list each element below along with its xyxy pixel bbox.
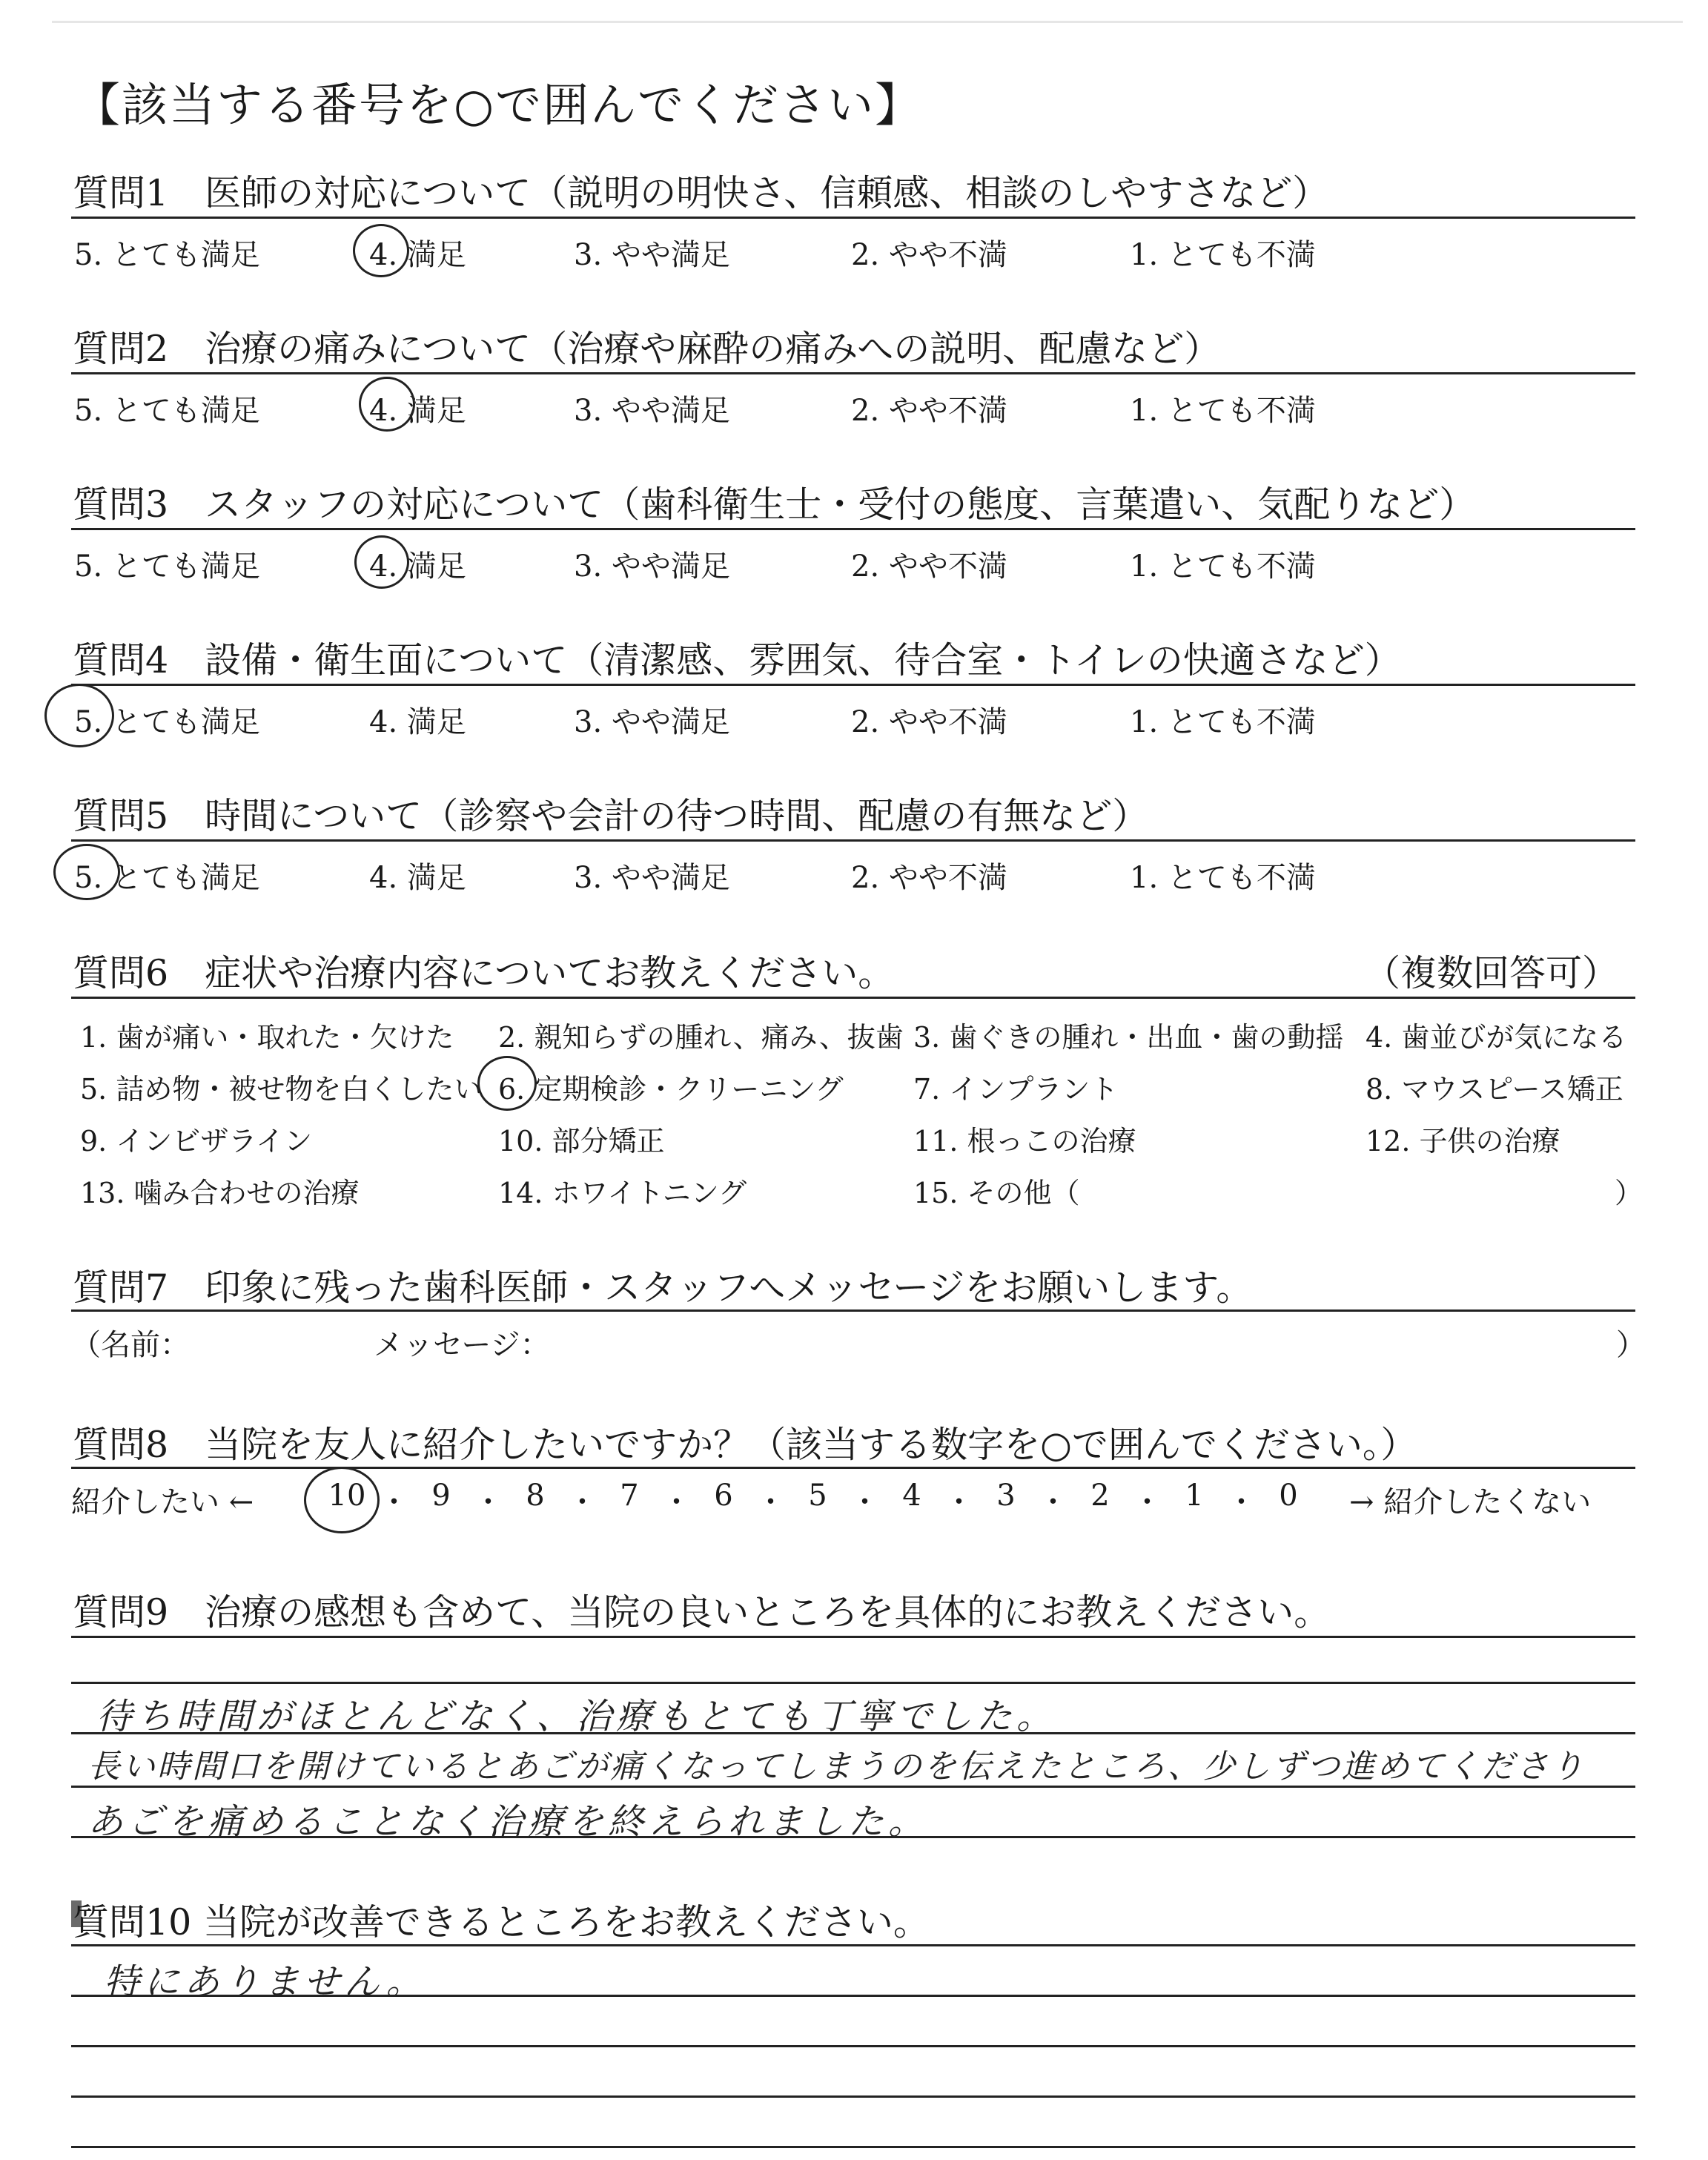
q5-selection-circle [53,844,120,900]
q3-option-3[interactable]: 3. やや満足 [574,549,730,584]
question-2-rule [71,372,1635,374]
q3-option-4[interactable]: 4. 満足 [369,549,466,584]
q8-scale-value-8[interactable]: 8 [526,1479,545,1513]
q8-scale-value-10[interactable]: 10 [328,1479,366,1513]
q3-option-1[interactable]: 1. とても不満 [1130,549,1316,584]
q8-scale-value-7[interactable]: 7 [620,1479,639,1513]
q4-option-3[interactable]: 3. やや満足 [574,705,730,739]
q6-item-14[interactable]: 14. ホワイトニング [498,1177,747,1209]
q5-option-5[interactable]: 5. とても満足 [74,861,260,895]
q6-item-1[interactable]: 1. 歯が痛い・取れた・欠けた [80,1021,454,1054]
q8-scale-value-5[interactable]: 5 [808,1479,827,1513]
q6-selection-circle [477,1056,537,1111]
q8-scale-value-6[interactable]: 6 [714,1479,733,1513]
q8-scale-separator: ・ [755,1485,786,1519]
q8-scale-value-1[interactable]: 1 [1185,1479,1204,1513]
q4-option-2[interactable]: 2. やや不満 [851,705,1007,739]
q6-item-13[interactable]: 13. 噛み合わせの治療 [80,1177,360,1209]
q6-item-2[interactable]: 2. 親知らずの腫れ、痛み、抜歯 [498,1021,904,1054]
q5-option-3[interactable]: 3. やや満足 [574,861,730,895]
q4-option-1[interactable]: 1. とても不満 [1130,705,1316,739]
question-3-heading: 質問3 スタッフの対応について（歯科衛生士・受付の態度、言葉遣い、気配りなど） [73,483,1476,526]
q8-scale-value-4[interactable]: 4 [902,1479,921,1513]
q7-close: ） [1616,1328,1646,1362]
q6-item-12[interactable]: 12. 子供の治療 [1366,1125,1560,1157]
q4-option-4[interactable]: 4. 満足 [369,705,466,739]
q6-item-3[interactable]: 3. 歯ぐきの腫れ・出血・歯の動揺 [913,1021,1344,1054]
q8-scale-value-9[interactable]: 9 [431,1479,451,1513]
question-8-rule [71,1467,1635,1469]
q8-scale-separator: ・ [1132,1485,1162,1519]
q9-line-1 [71,1636,1635,1638]
question-6-rule [71,997,1635,999]
q9-line-2 [71,1682,1635,1684]
q9-answer-line-2: 長い時間口を開けているとあごが痛くなってしまうのを伝えたところ、少しずつ進めてくださり [87,1748,1586,1786]
q5-option-1[interactable]: 1. とても不満 [1130,861,1316,895]
q6-item-7[interactable]: 7. インプラント [913,1073,1119,1106]
q8-scale-separator: ・ [473,1485,503,1519]
question-6-heading: 質問6 症状や治療内容についてお教えください。 [73,952,895,994]
top-border [52,21,1683,23]
q3-option-2[interactable]: 2. やや不満 [851,549,1007,584]
q8-selection-circle [304,1467,380,1533]
question-8-heading: 質問8 当院を友人に紹介したいですか？（該当する数字を○で囲んでください。） [73,1424,1417,1466]
q8-scale-value-3[interactable]: 3 [996,1479,1016,1513]
q1-selection-circle [353,224,409,277]
question-1-heading: 質問1 医師の対応について（説明の明快さ、信頼感、相談のしやすさなど） [73,172,1329,214]
q6-item-15[interactable]: 15. その他（ [913,1177,1080,1209]
q9-answer-line-1: 待ち時間がほとんどなく、治療もとても丁寧でした。 [96,1696,1057,1737]
question-5-rule [71,839,1635,842]
page-title: 【該当する番号を○で囲んでください】 [74,78,923,132]
question-10-heading: 質問10 当院が改善できるところをお教えください。 [73,1901,930,1943]
q6-item-6[interactable]: 6. 定期検診・クリーニング [498,1073,844,1106]
q8-scale-separator: ・ [379,1485,409,1519]
q3-option-5[interactable]: 5. とても満足 [74,549,260,584]
q2-option-2[interactable]: 2. やや不満 [851,394,1007,428]
q8-scale-separator: ・ [850,1485,880,1519]
q1-option-5[interactable]: 5. とても満足 [74,238,260,272]
question-4-rule [71,684,1635,686]
q5-option-4[interactable]: 4. 満足 [369,861,466,895]
q6-item-4[interactable]: 4. 歯並びが気になる [1366,1021,1627,1054]
q7-name-label: （名前： [71,1328,190,1362]
q1-option-1[interactable]: 1. とても不満 [1130,238,1316,272]
question-9-heading: 質問9 治療の感想も含めて、当院の良いところを具体的にお教えください。 [73,1591,1331,1634]
question-6-note: （複数回答可） [1364,952,1619,994]
q8-scale-separator: ・ [1226,1485,1257,1519]
q6-other-close: ） [1615,1177,1644,1209]
q5-option-2[interactable]: 2. やや不満 [851,861,1007,895]
q3-selection-circle [354,535,409,589]
q4-selection-circle [44,684,114,747]
q2-selection-circle [359,377,415,432]
q8-scale-separator: ・ [567,1485,598,1519]
question-3-rule [71,528,1635,530]
question-5-heading: 質問5 時間について（診察や会計の待つ時間、配慮の有無など） [73,795,1149,837]
q10-line-3 [71,2045,1635,2047]
q6-item-9[interactable]: 9. インビザライン [80,1125,313,1157]
q2-option-5[interactable]: 5. とても満足 [74,394,260,428]
q8-left-label: 紹介したい ← [71,1485,254,1519]
q8-right-label: → 紹介したくない [1349,1485,1592,1519]
q8-scale-separator: ・ [944,1485,974,1519]
q2-option-1[interactable]: 1. とても不満 [1130,394,1316,428]
q2-option-4[interactable]: 4. 満足 [369,394,466,428]
q2-option-3[interactable]: 3. やや満足 [574,394,730,428]
question-7-rule [71,1309,1635,1312]
q4-option-5[interactable]: 5. とても満足 [74,705,260,739]
q6-item-10[interactable]: 10. 部分矯正 [498,1125,665,1157]
q1-option-2[interactable]: 2. やや不満 [851,238,1007,272]
question-2-heading: 質問2 治療の痛みについて（治療や麻酔の痛みへの説明、配慮など） [73,328,1221,370]
q7-message-label: メッセージ： [374,1328,550,1362]
q1-option-3[interactable]: 3. やや満足 [574,238,730,272]
q10-answer-line-1: 特にありません。 [104,1961,426,2003]
q9-answer-line-3: あごを痛めることなく治療を終えられました。 [87,1801,929,1843]
q8-scale-value-0[interactable]: 0 [1279,1479,1298,1513]
q8-scale-separator: ・ [1038,1485,1068,1519]
question-7-heading: 質問7 印象に残った歯科医師・スタッフへメッセージをお願いします。 [73,1266,1253,1309]
q1-option-4[interactable]: 4. 満足 [369,238,466,272]
q10-line-1 [71,1944,1635,1946]
q10-line-4 [71,2095,1635,2098]
question-1-rule [71,217,1635,219]
q8-scale-value-2[interactable]: 2 [1090,1479,1110,1513]
question-4-heading: 質問4 設備・衛生面について（清潔感、雰囲気、待合室・トイレの快適さなど） [73,639,1401,681]
q10-line-5 [71,2146,1635,2148]
q6-item-8[interactable]: 8. マウスピース矯正 [1366,1073,1623,1106]
q6-item-11[interactable]: 11. 根っこの治療 [913,1125,1136,1157]
q6-item-5[interactable]: 5. 詰め物・被せ物を白くしたい [80,1073,483,1106]
q8-scale-separator: ・ [661,1485,692,1519]
